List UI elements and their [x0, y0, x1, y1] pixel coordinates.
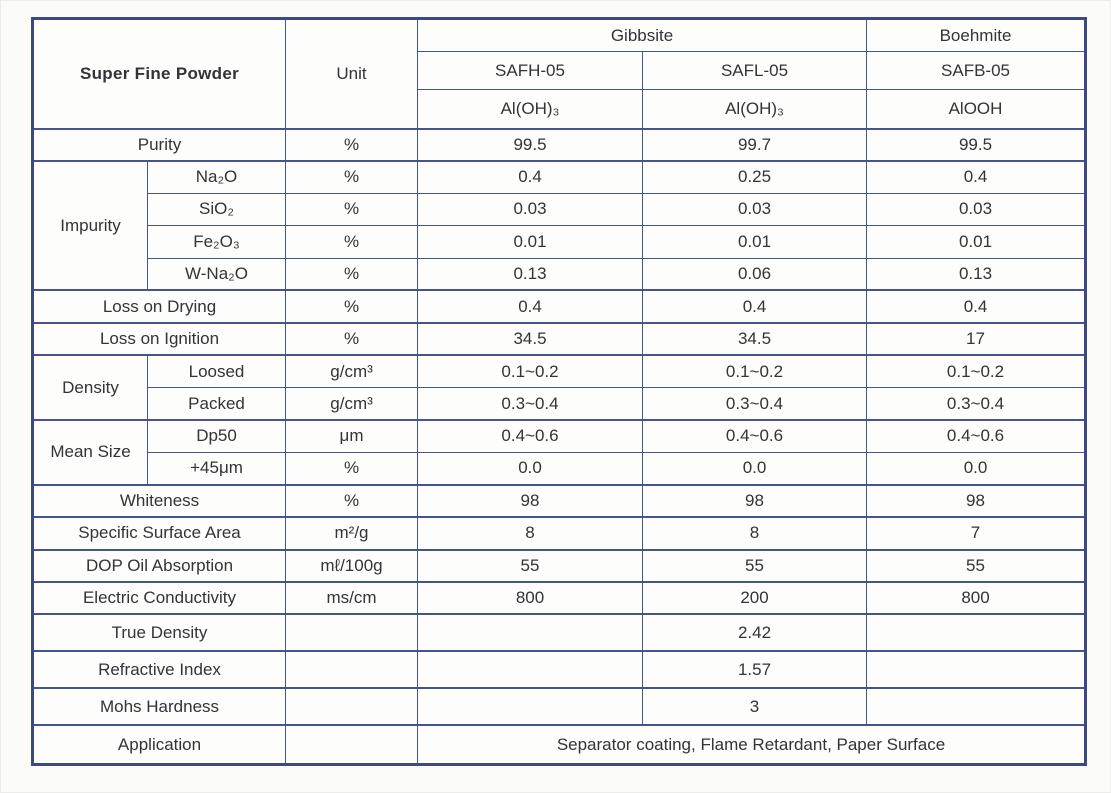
value-purity-safl05: 99.7 — [643, 129, 867, 161]
value-na2o-safb05: 0.4 — [867, 161, 1086, 193]
row-whiteness — [33, 485, 1086, 517]
value-sio2-safl05: 0.03 — [643, 193, 867, 225]
row-true-density — [33, 614, 1086, 651]
unit-mohs-hardness — [286, 688, 418, 725]
unit-column-header: Unit — [286, 19, 418, 129]
value-true-density-safl05: 2.42 — [643, 614, 867, 651]
value-wna2o-safh05: 0.13 — [418, 258, 643, 290]
unit-application — [286, 725, 418, 764]
row-loss-on-drying — [33, 290, 1086, 322]
unit-packed: g/cm³ — [286, 388, 418, 420]
label-impurity: Impurity — [33, 161, 148, 291]
value-mohs-safb05 — [867, 688, 1086, 725]
value-true-density-safb05 — [867, 614, 1086, 651]
unit-electric-conductivity: ms/cm — [286, 582, 418, 614]
row-electric-conductivity — [33, 582, 1086, 614]
label-loosed: Loosed — [148, 355, 286, 387]
label-plus45um: +45μm — [148, 452, 286, 484]
formula-safb05: AlOOH — [867, 90, 1086, 129]
label-purity: Purity — [33, 129, 286, 161]
unit-fe2o3: % — [286, 226, 418, 258]
group-header-boehmite: Boehmite — [867, 19, 1086, 52]
value-dp50-safl05: 0.4~0.6 — [643, 420, 867, 452]
value-true-density-safh05 — [418, 614, 643, 651]
row-density-packed — [33, 388, 1086, 420]
row-meansize-dp50 — [33, 420, 1086, 452]
value-application: Separator coating, Flame Retardant, Paper Surface — [418, 725, 1086, 764]
row-mohs-hardness — [33, 688, 1086, 725]
formula-safh05: Al(OH)₃ — [418, 90, 643, 129]
value-loosed-safl05: 0.1~0.2 — [643, 355, 867, 387]
product-header-safl05: SAFL-05 — [643, 52, 867, 90]
row-density-loosed — [33, 355, 1086, 387]
value-dop-safb05: 55 — [867, 550, 1086, 582]
label-refractive-index: Refractive Index — [33, 651, 286, 688]
label-specific-surface-area: Specific Surface Area — [33, 517, 286, 549]
value-sio2-safb05: 0.03 — [867, 193, 1086, 225]
value-ec-safl05: 200 — [643, 582, 867, 614]
value-loosed-safb05: 0.1~0.2 — [867, 355, 1086, 387]
value-packed-safl05: 0.3~0.4 — [643, 388, 867, 420]
value-purity-safb05: 99.5 — [867, 129, 1086, 161]
value-ssa-safh05: 8 — [418, 517, 643, 549]
spec-table — [31, 17, 1087, 766]
value-ssa-safb05: 7 — [867, 517, 1086, 549]
group-header-gibbsite: Gibbsite — [418, 19, 867, 52]
row-purity — [33, 129, 1086, 161]
label-true-density: True Density — [33, 614, 286, 651]
row-specific-surface-area — [33, 517, 1086, 549]
row-impurity-sio2 — [33, 193, 1086, 225]
label-mohs-hardness: Mohs Hardness — [33, 688, 286, 725]
row-dop-oil-absorption — [33, 550, 1086, 582]
label-packed: Packed — [148, 388, 286, 420]
value-dp50-safb05: 0.4~0.6 — [867, 420, 1086, 452]
value-fe2o3-safh05: 0.01 — [418, 226, 643, 258]
row-impurity-fe2o3 — [33, 226, 1086, 258]
value-lod-safb05: 0.4 — [867, 290, 1086, 322]
unit-dp50: μm — [286, 420, 418, 452]
label-whiteness: Whiteness — [33, 485, 286, 517]
value-wna2o-safb05: 0.13 — [867, 258, 1086, 290]
value-loi-safl05: 34.5 — [643, 323, 867, 355]
row-meansize-plus45 — [33, 452, 1086, 484]
row-refractive-index — [33, 651, 1086, 688]
table-title: Super Fine Powder — [33, 19, 286, 129]
unit-wna2o: % — [286, 258, 418, 290]
label-dp50: Dp50 — [148, 420, 286, 452]
label-density: Density — [33, 355, 148, 420]
label-electric-conductivity: Electric Conductivity — [33, 582, 286, 614]
label-sio2: SiO₂ — [148, 193, 286, 225]
label-loss-on-drying: Loss on Drying — [33, 290, 286, 322]
unit-true-density — [286, 614, 418, 651]
value-whiteness-safh05: 98 — [418, 485, 643, 517]
value-lod-safl05: 0.4 — [643, 290, 867, 322]
value-refractive-index-safl05: 1.57 — [643, 651, 867, 688]
unit-loss-on-drying: % — [286, 290, 418, 322]
label-fe2o3: Fe₂O₃ — [148, 226, 286, 258]
unit-refractive-index — [286, 651, 418, 688]
product-header-safb05: SAFB-05 — [867, 52, 1086, 90]
value-packed-safh05: 0.3~0.4 — [418, 388, 643, 420]
value-refractive-index-safb05 — [867, 651, 1086, 688]
unit-sio2: % — [286, 193, 418, 225]
value-loi-safh05: 34.5 — [418, 323, 643, 355]
value-na2o-safh05: 0.4 — [418, 161, 643, 193]
value-dop-safl05: 55 — [643, 550, 867, 582]
spec-sheet — [31, 17, 1087, 766]
value-ec-safh05: 800 — [418, 582, 643, 614]
header-row-groups — [33, 19, 1086, 52]
value-loosed-safh05: 0.1~0.2 — [418, 355, 643, 387]
value-lod-safh05: 0.4 — [418, 290, 643, 322]
value-whiteness-safl05: 98 — [643, 485, 867, 517]
value-mohs-safl05: 3 — [643, 688, 867, 725]
value-plus45-safl05: 0.0 — [643, 452, 867, 484]
unit-plus45um: % — [286, 452, 418, 484]
product-header-safh05: SAFH-05 — [418, 52, 643, 90]
value-mohs-safh05 — [418, 688, 643, 725]
value-purity-safh05: 99.5 — [418, 129, 643, 161]
label-mean-size: Mean Size — [33, 420, 148, 485]
unit-loss-on-ignition: % — [286, 323, 418, 355]
label-application: Application — [33, 725, 286, 764]
value-fe2o3-safb05: 0.01 — [867, 226, 1086, 258]
label-dop-oil-absorption: DOP Oil Absorption — [33, 550, 286, 582]
value-plus45-safh05: 0.0 — [418, 452, 643, 484]
row-impurity-na2o — [33, 161, 1086, 193]
value-fe2o3-safl05: 0.01 — [643, 226, 867, 258]
value-na2o-safl05: 0.25 — [643, 161, 867, 193]
unit-dop-oil-absorption: mℓ/100g — [286, 550, 418, 582]
row-application — [33, 725, 1086, 764]
row-impurity-wna2o — [33, 258, 1086, 290]
value-ec-safb05: 800 — [867, 582, 1086, 614]
value-packed-safb05: 0.3~0.4 — [867, 388, 1086, 420]
unit-specific-surface-area: m²/g — [286, 517, 418, 549]
label-na2o: Na₂O — [148, 161, 286, 193]
value-sio2-safh05: 0.03 — [418, 193, 643, 225]
value-plus45-safb05: 0.0 — [867, 452, 1086, 484]
value-loi-safb05: 17 — [867, 323, 1086, 355]
unit-whiteness: % — [286, 485, 418, 517]
unit-loosed: g/cm³ — [286, 355, 418, 387]
unit-purity: % — [286, 129, 418, 161]
value-dp50-safh05: 0.4~0.6 — [418, 420, 643, 452]
label-wna2o: W-Na₂O — [148, 258, 286, 290]
row-loss-on-ignition — [33, 323, 1086, 355]
value-whiteness-safb05: 98 — [867, 485, 1086, 517]
formula-safl05: Al(OH)₃ — [643, 90, 867, 129]
value-refractive-index-safh05 — [418, 651, 643, 688]
value-wna2o-safl05: 0.06 — [643, 258, 867, 290]
label-loss-on-ignition: Loss on Ignition — [33, 323, 286, 355]
value-dop-safh05: 55 — [418, 550, 643, 582]
value-ssa-safl05: 8 — [643, 517, 867, 549]
unit-na2o: % — [286, 161, 418, 193]
